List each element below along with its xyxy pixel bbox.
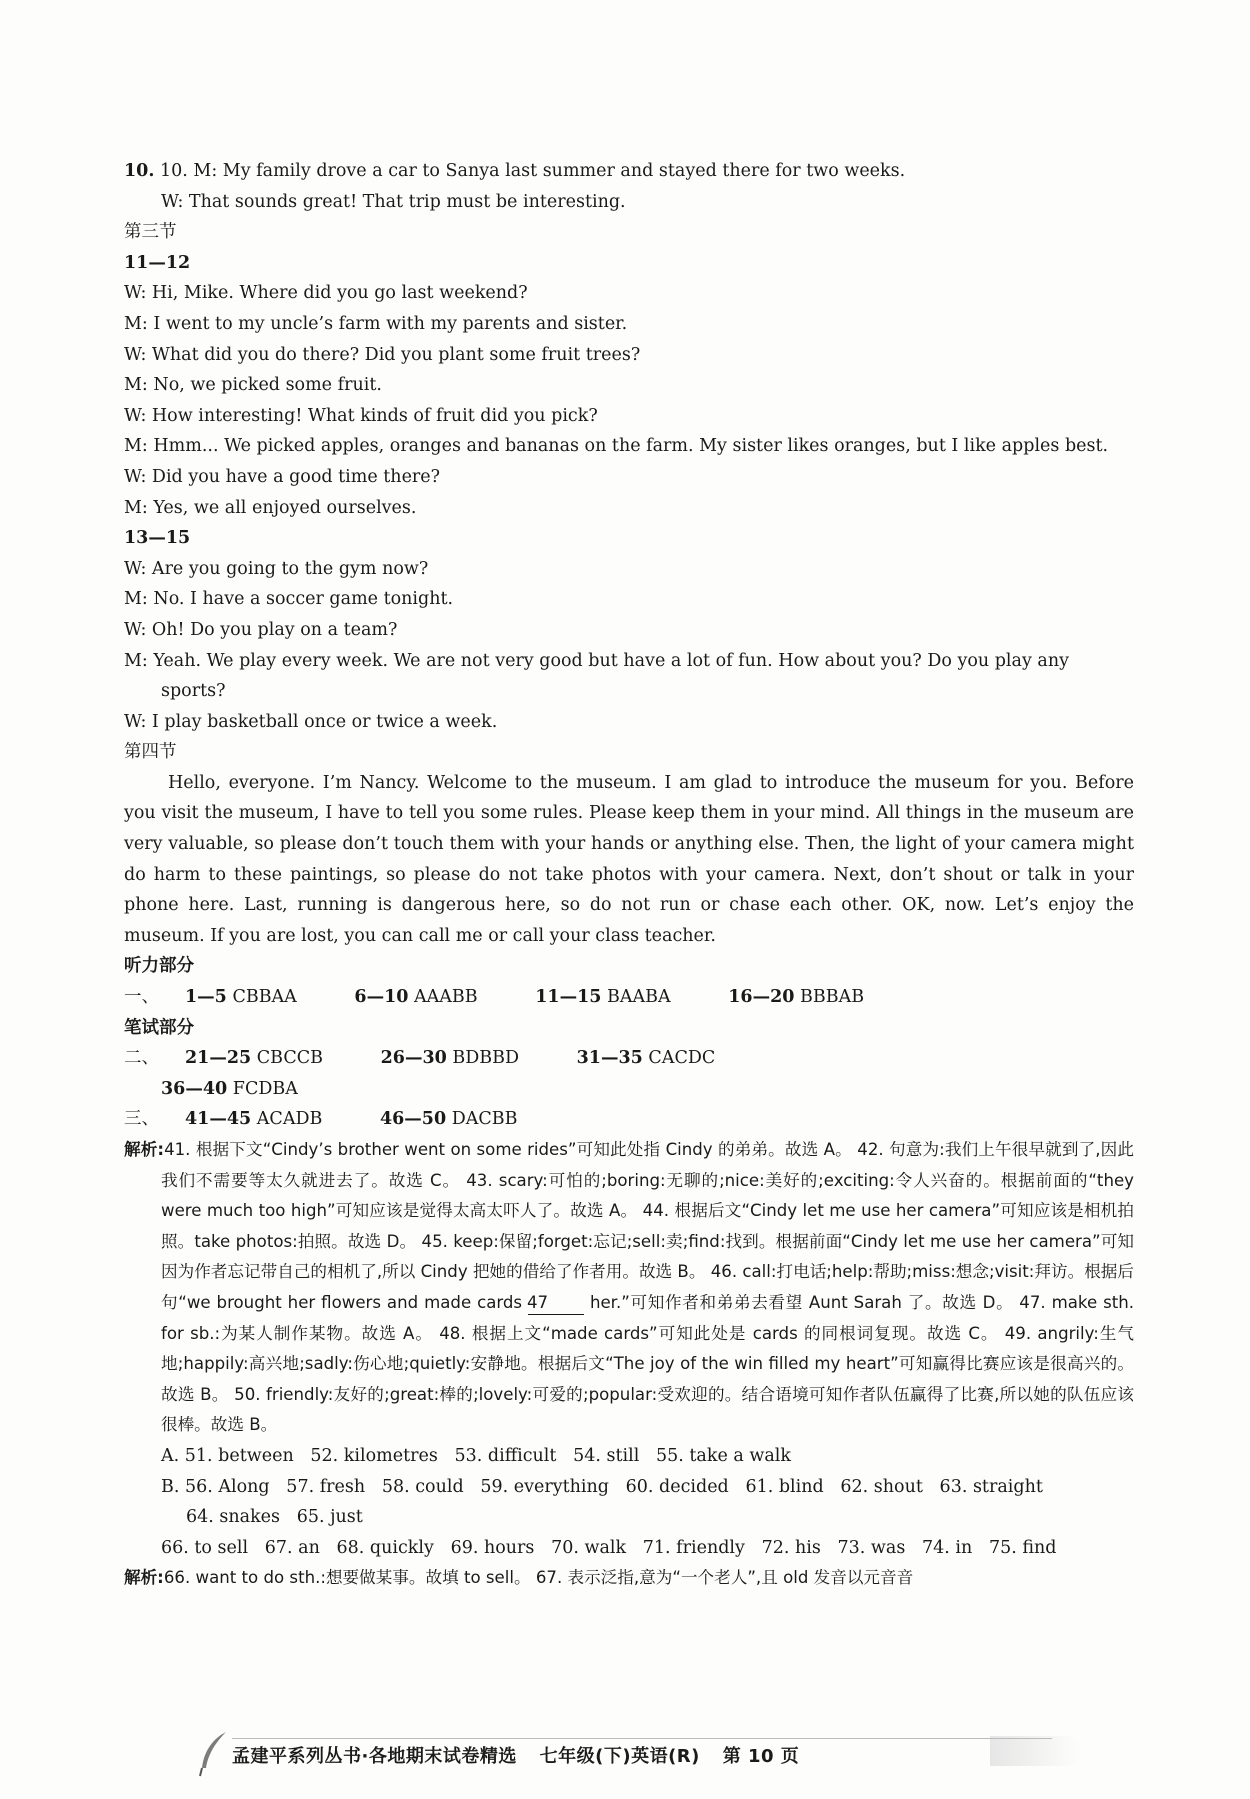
part3-answers: 三、 41—45 ACADB 46—50 DACBB	[124, 1109, 518, 1130]
dialog-line: W: Hi, Mike. Where did you go last weekend?	[124, 283, 528, 304]
dialog-line: W: Did you have a good time there?	[124, 466, 441, 487]
footer-series: 孟建平系列丛书·各地期末试卷精选	[232, 1746, 517, 1767]
footer-grade: 七年级(下)英语(R)	[539, 1746, 700, 1767]
museum-passage: Hello, everyone. I’m Nancy. Welcome to the museum. I am glad to introduce the museum for you. Before you visit the museum, I have to tell you some rules. Please keep them in your mind. All things in the museum are very valuable, so please don’t touch them with your hands or anything else. Then, the light of your camera might do harm to these paintings, so please do not take photos with your camera. Next, don’t shout or talk in your phone here. Last, running is dangerous here, so do not run or chase each other. OK, now. Let’s enjoy the museum. If you are lost, you can call me or call your class teacher.	[124, 772, 1134, 946]
fill-answers-c: 66. to sell 67. an 68. quickly 69. hours 70. walk 71. friendly 72. his 73. was 74. in 75. find	[161, 1537, 1057, 1558]
part2-answers-row2: 36—40 FCDBA	[161, 1078, 298, 1099]
feather-quill-icon	[196, 1728, 232, 1778]
part1-answers: 一、 1—5 CBBAA 6—10 AAABB 11—15 BAABA 16—20 BBBAB	[124, 987, 865, 1008]
fill-answers-b-row2: 64. snakes 65. just	[186, 1507, 363, 1528]
fill-answers-a: A. 51. between 52. kilometres 53. difficult 54. still 55. take a walk	[161, 1445, 791, 1466]
group-label-13-15: 13—15	[124, 528, 191, 549]
footer-page-number: 第 10 页	[722, 1746, 800, 1767]
dialog-line: M: No, we picked some fruit.	[124, 375, 382, 396]
listening-answers-heading: 听力部分	[124, 956, 194, 977]
fill-answers-b-row1: B. 56. Along 57. fresh 58. could 59. everything 60. decided 61. blind 62. shout 63. straight	[161, 1476, 1043, 1497]
dialog-line: M: Yes, we all enjoyed ourselves.	[124, 497, 417, 518]
page-content	[124, 156, 1134, 1594]
analysis-41-50: 解析:41. 根据下文“Cindy’s brother went on some rides”可知此处指 Cindy 的弟弟。故选 A。 42. 句意为:我们上午很早就到了,因此我们不需要等太久就进去了。故选 C。 43. scary:可怕的;boring:无聊的;nice:美好的;exciting:令人兴奋的。根据前面的“they were much too high”可知应该是觉得太高太吓人了。故选 A。 44. 根据后文“Cindy let me use her camera”可知应该是相机拍照。take photos:拍照。故选 D。 45. keep:保留;forget:忘记;sell:卖;find:找到。根据前面“Cindy let me use her camera”可知因为作者忘记带自己的相机了,所以 Cindy 把她的借给了作者用。故选 B。 46. call:打电话;help:帮助;miss:想念;visit:拜访。根据后句“we brought her flowers and made cards 47 her.”可知作者和弟弟去看望 Aunt Sarah 了。故选 D。 47. make sth. for sb.:为某人制作某物。故选 A。 48. 根据上文“made cards”可知此处是 cards 的同根词复现。故选 C。 49. angrily:生气地;happily:高兴地;sadly:伤心地;quietly:安静地。根据后文“The joy of the win filled my heart”可知赢得比赛应该是很高兴的。故选 B。 50. friendly:友好的;great:棒的;lovely:可爱的;popular:受欢迎的。结合语境可知作者队伍赢得了比赛,所以她的队伍应该很棒。故选 B。	[124, 1140, 1135, 1435]
section-heading-3: 第三节	[124, 222, 177, 243]
dialog-line: W: Are you going to the gym now?	[124, 558, 429, 579]
part2-answers-row1: 二、 21—25 CBCCB 26—30 BDBBD 31—35 CACDC	[124, 1048, 716, 1069]
group-label-11-12: 11—12	[124, 252, 191, 273]
answer-blank: 47	[528, 1292, 584, 1315]
dialog-line: W: I play basketball once or twice a week.	[124, 711, 498, 732]
analysis-66: 解析:66. want to do sth.:想要做某事。故填 to sell。 67. 表示泛指,意为“一个老人”,且 old 发音以元音音	[124, 1568, 914, 1588]
page-footer	[232, 1738, 1052, 1775]
dialog-line: W: How interesting! What kinds of fruit did you pick?	[124, 405, 598, 426]
dialog-line: W: Oh! Do you play on a team?	[124, 619, 398, 640]
q10-line-w: W: That sounds great! That trip must be interesting.	[161, 191, 626, 212]
q10-line-m: 10. 10. M: My family drove a car to Sanya last summer and stayed there for two weeks.	[124, 161, 906, 181]
q10-m: 10. M: My family drove a car to Sanya last summer and stayed there for two weeks.	[160, 161, 906, 181]
section-heading-4: 第四节	[124, 742, 177, 763]
dialog-line: M: Hmm... We picked apples, oranges and bananas on the farm. My sister likes oranges, but I like apples best.	[124, 436, 1109, 457]
dialog-line: W: What did you do there? Did you plant some fruit trees?	[124, 344, 641, 365]
dialog-line: M: No. I have a soccer game tonight.	[124, 589, 454, 610]
writing-answers-heading: 笔试部分	[124, 1017, 194, 1038]
dialog-line: M: I went to my uncle’s farm with my parents and sister.	[124, 313, 628, 334]
dialog-line: M: Yeah. We play every week. We are not very good but have a lot of fun. How about you? Do you play any sports?	[124, 650, 1069, 702]
